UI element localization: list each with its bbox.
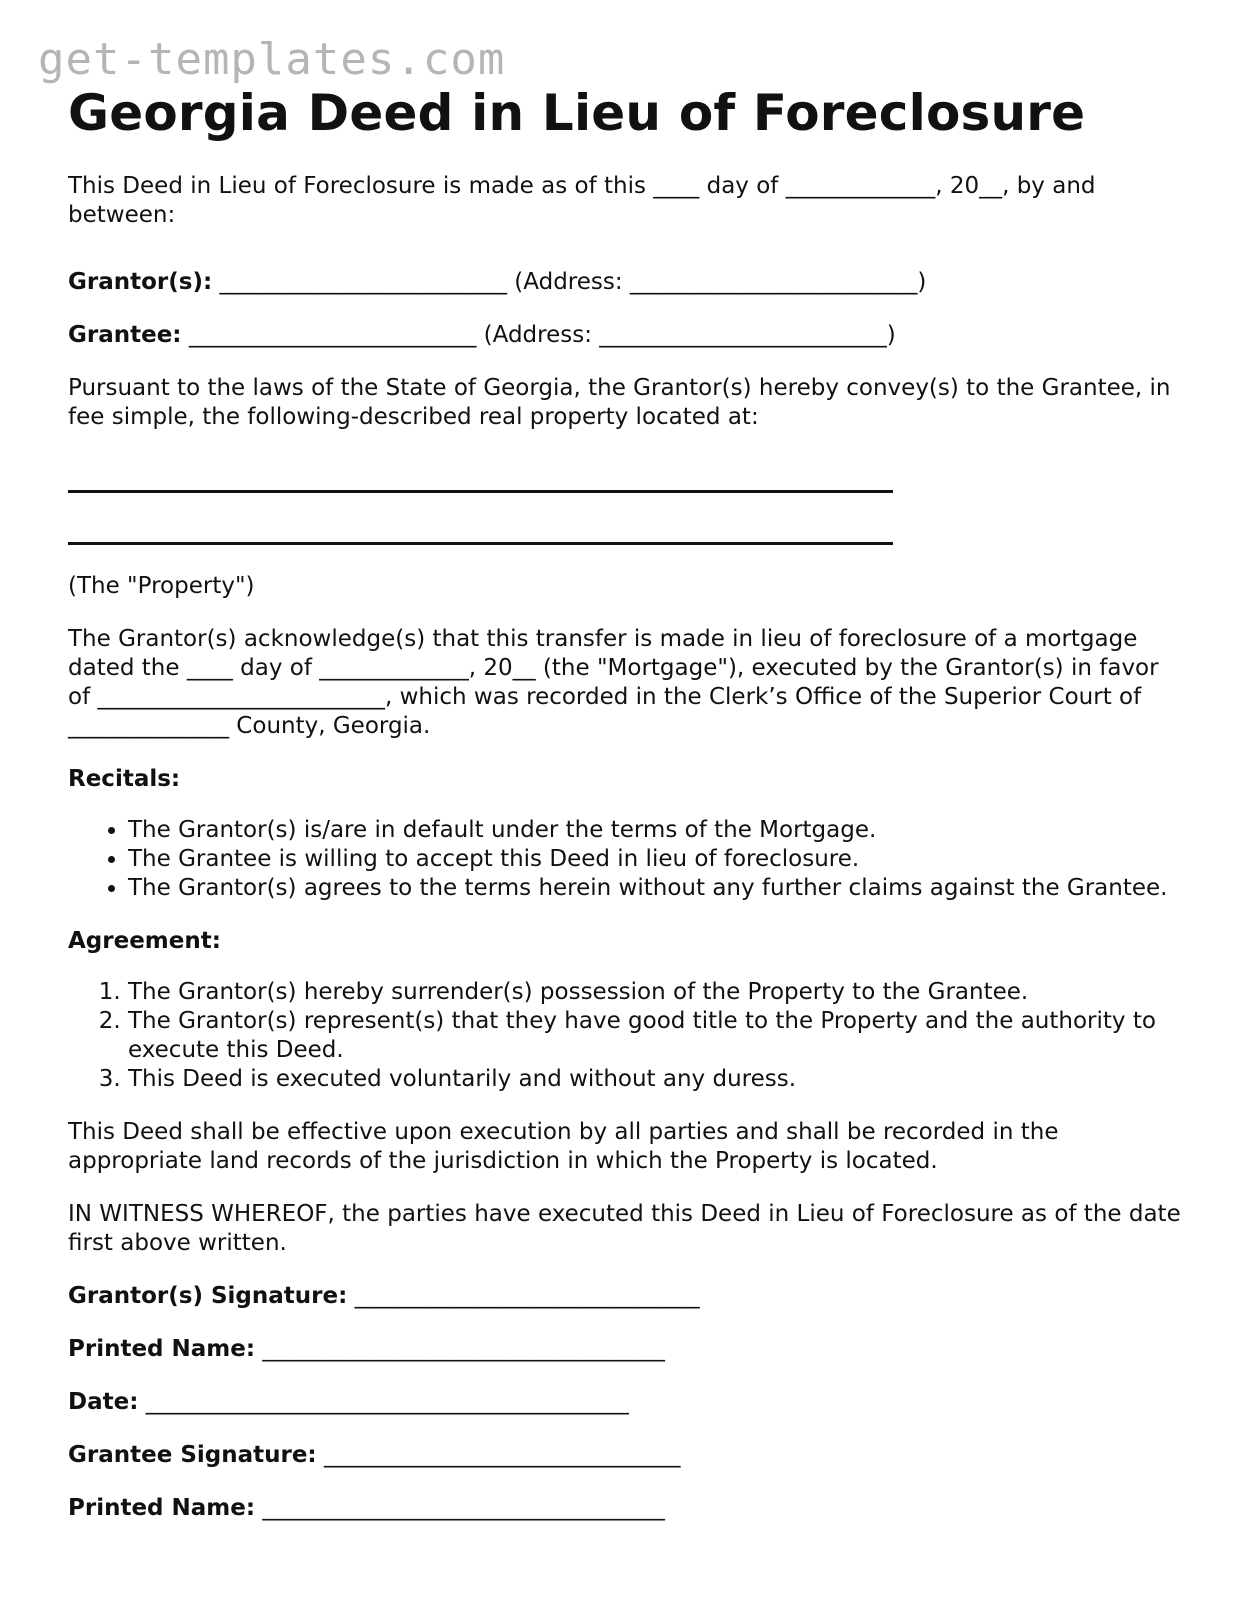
date-line xyxy=(68,1388,1188,1417)
document-title: Georgia Deed in Lieu of Foreclosure xyxy=(68,84,1086,142)
date-blank: __________________________________________ xyxy=(145,1389,629,1415)
grantee-signature-line xyxy=(68,1441,1188,1470)
grantor-printed-name-label: Printed Name: xyxy=(68,1336,256,1362)
property-label: (The "Property") xyxy=(68,573,255,599)
grantee-label: Grantee: xyxy=(68,322,182,348)
agreement-heading: Agreement: xyxy=(68,928,221,954)
grantee-printed-name-blank: ___________________________________ xyxy=(262,1495,665,1521)
grantee-line xyxy=(68,321,1188,350)
grantee-printed-name-line xyxy=(68,1494,1188,1523)
grantor-label: Grantor(s): xyxy=(68,269,213,295)
property-description-line-2 xyxy=(68,542,893,545)
recitals-heading: Recitals: xyxy=(68,766,181,792)
list-item: • The Grantor(s) agrees to the terms herein without any further claims against the Grantee. xyxy=(128,874,1188,903)
effective-paragraph: This Deed shall be effective upon execution by all parties and shall be recorded in the appropriate land records of the jurisdiction in which the Property is located. xyxy=(68,1119,1059,1174)
grantor-printed-name-line xyxy=(68,1335,1188,1364)
document xyxy=(68,84,1188,1523)
grantee-signature-blank: _______________________________ xyxy=(323,1442,681,1468)
grantee-fields: _________________________ (Address: _________________________) xyxy=(188,322,896,348)
agreement-list xyxy=(68,978,1188,1094)
list-item: 1. The Grantor(s) hereby surrender(s) possession of the Property to the Grantee. xyxy=(128,978,1188,1007)
witness-paragraph: IN WITNESS WHEREOF, the parties have executed this Deed in Lieu of Foreclosure as of the date first above written. xyxy=(68,1201,1181,1256)
grantor-line xyxy=(68,268,1188,297)
intro-paragraph: This Deed in Lieu of Foreclosure is made as of this ____ day of _____________, 20__, by and between: xyxy=(68,173,1096,228)
date-label: Date: xyxy=(68,1389,139,1415)
grantee-signature-label: Grantee Signature: xyxy=(68,1442,317,1468)
grantor-signature-line xyxy=(68,1282,1188,1311)
grantor-printed-name-blank: ___________________________________ xyxy=(262,1336,665,1362)
list-item: • The Grantor(s) is/are in default under the terms of the Mortgage. xyxy=(128,816,1188,845)
grantor-signature-label: Grantor(s) Signature: xyxy=(68,1283,348,1309)
list-item: 2. The Grantor(s) represent(s) that they have good title to the Property and the authority to execute this Deed. xyxy=(128,1007,1188,1065)
property-description-line-1 xyxy=(68,490,893,493)
grantor-fields: _________________________ (Address: _________________________) xyxy=(219,269,927,295)
watermark: get-templates.com xyxy=(38,34,506,85)
grantor-signature-blank: ______________________________ xyxy=(354,1283,700,1309)
list-item: • The Grantee is willing to accept this Deed in lieu of foreclosure. xyxy=(128,845,1188,874)
recitals-list xyxy=(68,816,1188,903)
list-item: 3. This Deed is executed voluntarily and without any duress. xyxy=(128,1065,1188,1094)
grantee-printed-name-label: Printed Name: xyxy=(68,1495,256,1521)
conveyance-paragraph: Pursuant to the laws of the State of Georgia, the Grantor(s) hereby convey(s) to the Grantee, in fee simple, the following-described real property located at: xyxy=(68,375,1171,430)
acknowledgment-paragraph: The Grantor(s) acknowledge(s) that this transfer is made in lieu of foreclosure of a mortgage dated the ____ day of _____________, 20__ (the "Mortgage"), executed by the Grantor(s) in favor of _________________________, which was recorded in the Clerk’s Office of the Superior Court of ______________ County, Georgia. xyxy=(68,626,1159,739)
